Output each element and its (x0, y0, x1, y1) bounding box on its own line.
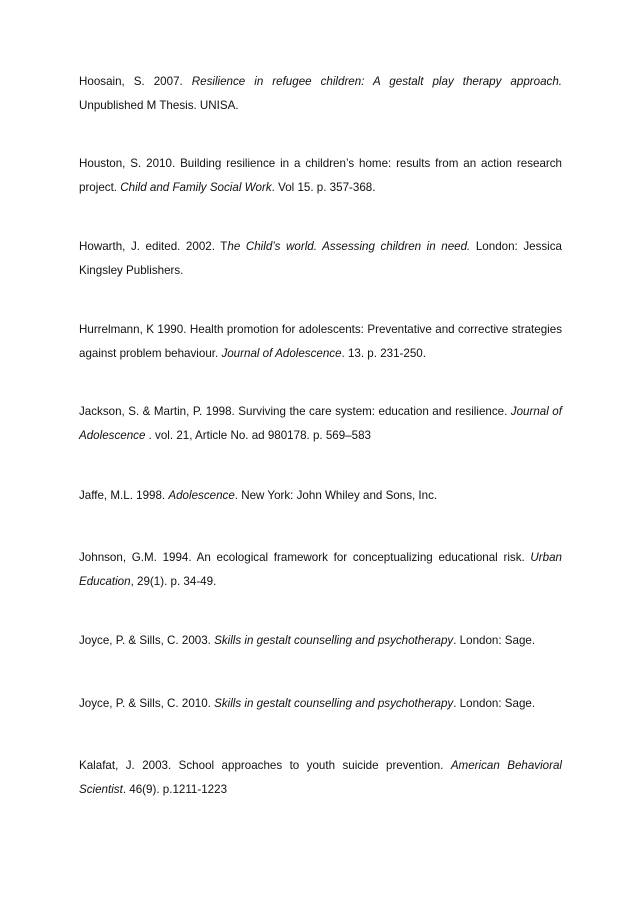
reference-entry (79, 400, 562, 448)
reference-author-year: Hoosain, S. 2007. (79, 75, 192, 88)
reference-text: Kalafat, J. 2003. School approaches to youth suicide prevention. (79, 759, 451, 772)
reference-details: . Vol 15. p. 357-368. (271, 181, 376, 194)
reference-journal: Journal of Adolescence (79, 405, 562, 442)
reference-title: Resilience in refugee children: A gestalt play therapy approach. (191, 75, 562, 88)
reference-title: Skills in gestalt counselling and psychotherapy (214, 697, 454, 710)
reference-journal: Urban Education (79, 551, 562, 588)
reference-details: London: Jessica Kingsley Publishers. (79, 240, 562, 277)
reference-text: Johnson, G.M. 1994. An ecological framework for conceptualizing educational risk. (79, 551, 531, 564)
reference-details: . 46(9). p.1211-1223 (122, 783, 228, 796)
reference-text: Joyce, P. & Sills, C. 2010. (79, 697, 215, 710)
reference-details: . London: Sage. (453, 697, 536, 710)
reference-text: Howarth, J. edited. 2002. T (79, 240, 228, 253)
reference-title: Adolescence (168, 489, 235, 502)
reference-journal: American Behavioral Scientist (79, 759, 562, 796)
reference-text: Jaffe, M.L. 1998. (79, 489, 169, 502)
reference-details: , 29(1). p. 34-49. (130, 575, 217, 588)
reference-journal: Child and Family Social Work (120, 181, 272, 194)
reference-entry (79, 754, 562, 802)
reference-entry (79, 629, 562, 653)
reference-entry (79, 484, 562, 508)
reference-details: . London: Sage. (453, 634, 536, 647)
reference-title: he Child’s world. Assessing children in need. (227, 240, 471, 253)
reference-details: . New York: John Whiley and Sons, Inc. (234, 489, 438, 502)
reference-entry (79, 235, 562, 283)
reference-entry (79, 692, 562, 716)
reference-entry (79, 70, 562, 118)
reference-journal: Journal of Adolescence (221, 347, 342, 360)
reference-text: Jackson, S. & Martin, P. 1998. Surviving the care system: education and resilience. (79, 405, 511, 418)
reference-entry (79, 152, 562, 200)
reference-text: Joyce, P. & Sills, C. 2003. (79, 634, 215, 647)
reference-title: Skills in gestalt counselling and psychotherapy (214, 634, 454, 647)
reference-details: . 13. p. 231-250. (341, 347, 426, 360)
reference-entry (79, 546, 562, 594)
reference-entry (79, 318, 562, 366)
reference-text: Houston, S. 2010. Building resilience in a children’s home: results from an action research project. (79, 157, 562, 194)
reference-details: . vol. 21, Article No. ad 980178. p. 569–583 (145, 429, 371, 442)
reference-details: Unpublished M Thesis. UNISA. (79, 99, 239, 112)
reference-text: Hurrelmann, K 1990. Health promotion for adolescents: Preventative and corrective strategies against problem behaviour. (79, 323, 562, 360)
